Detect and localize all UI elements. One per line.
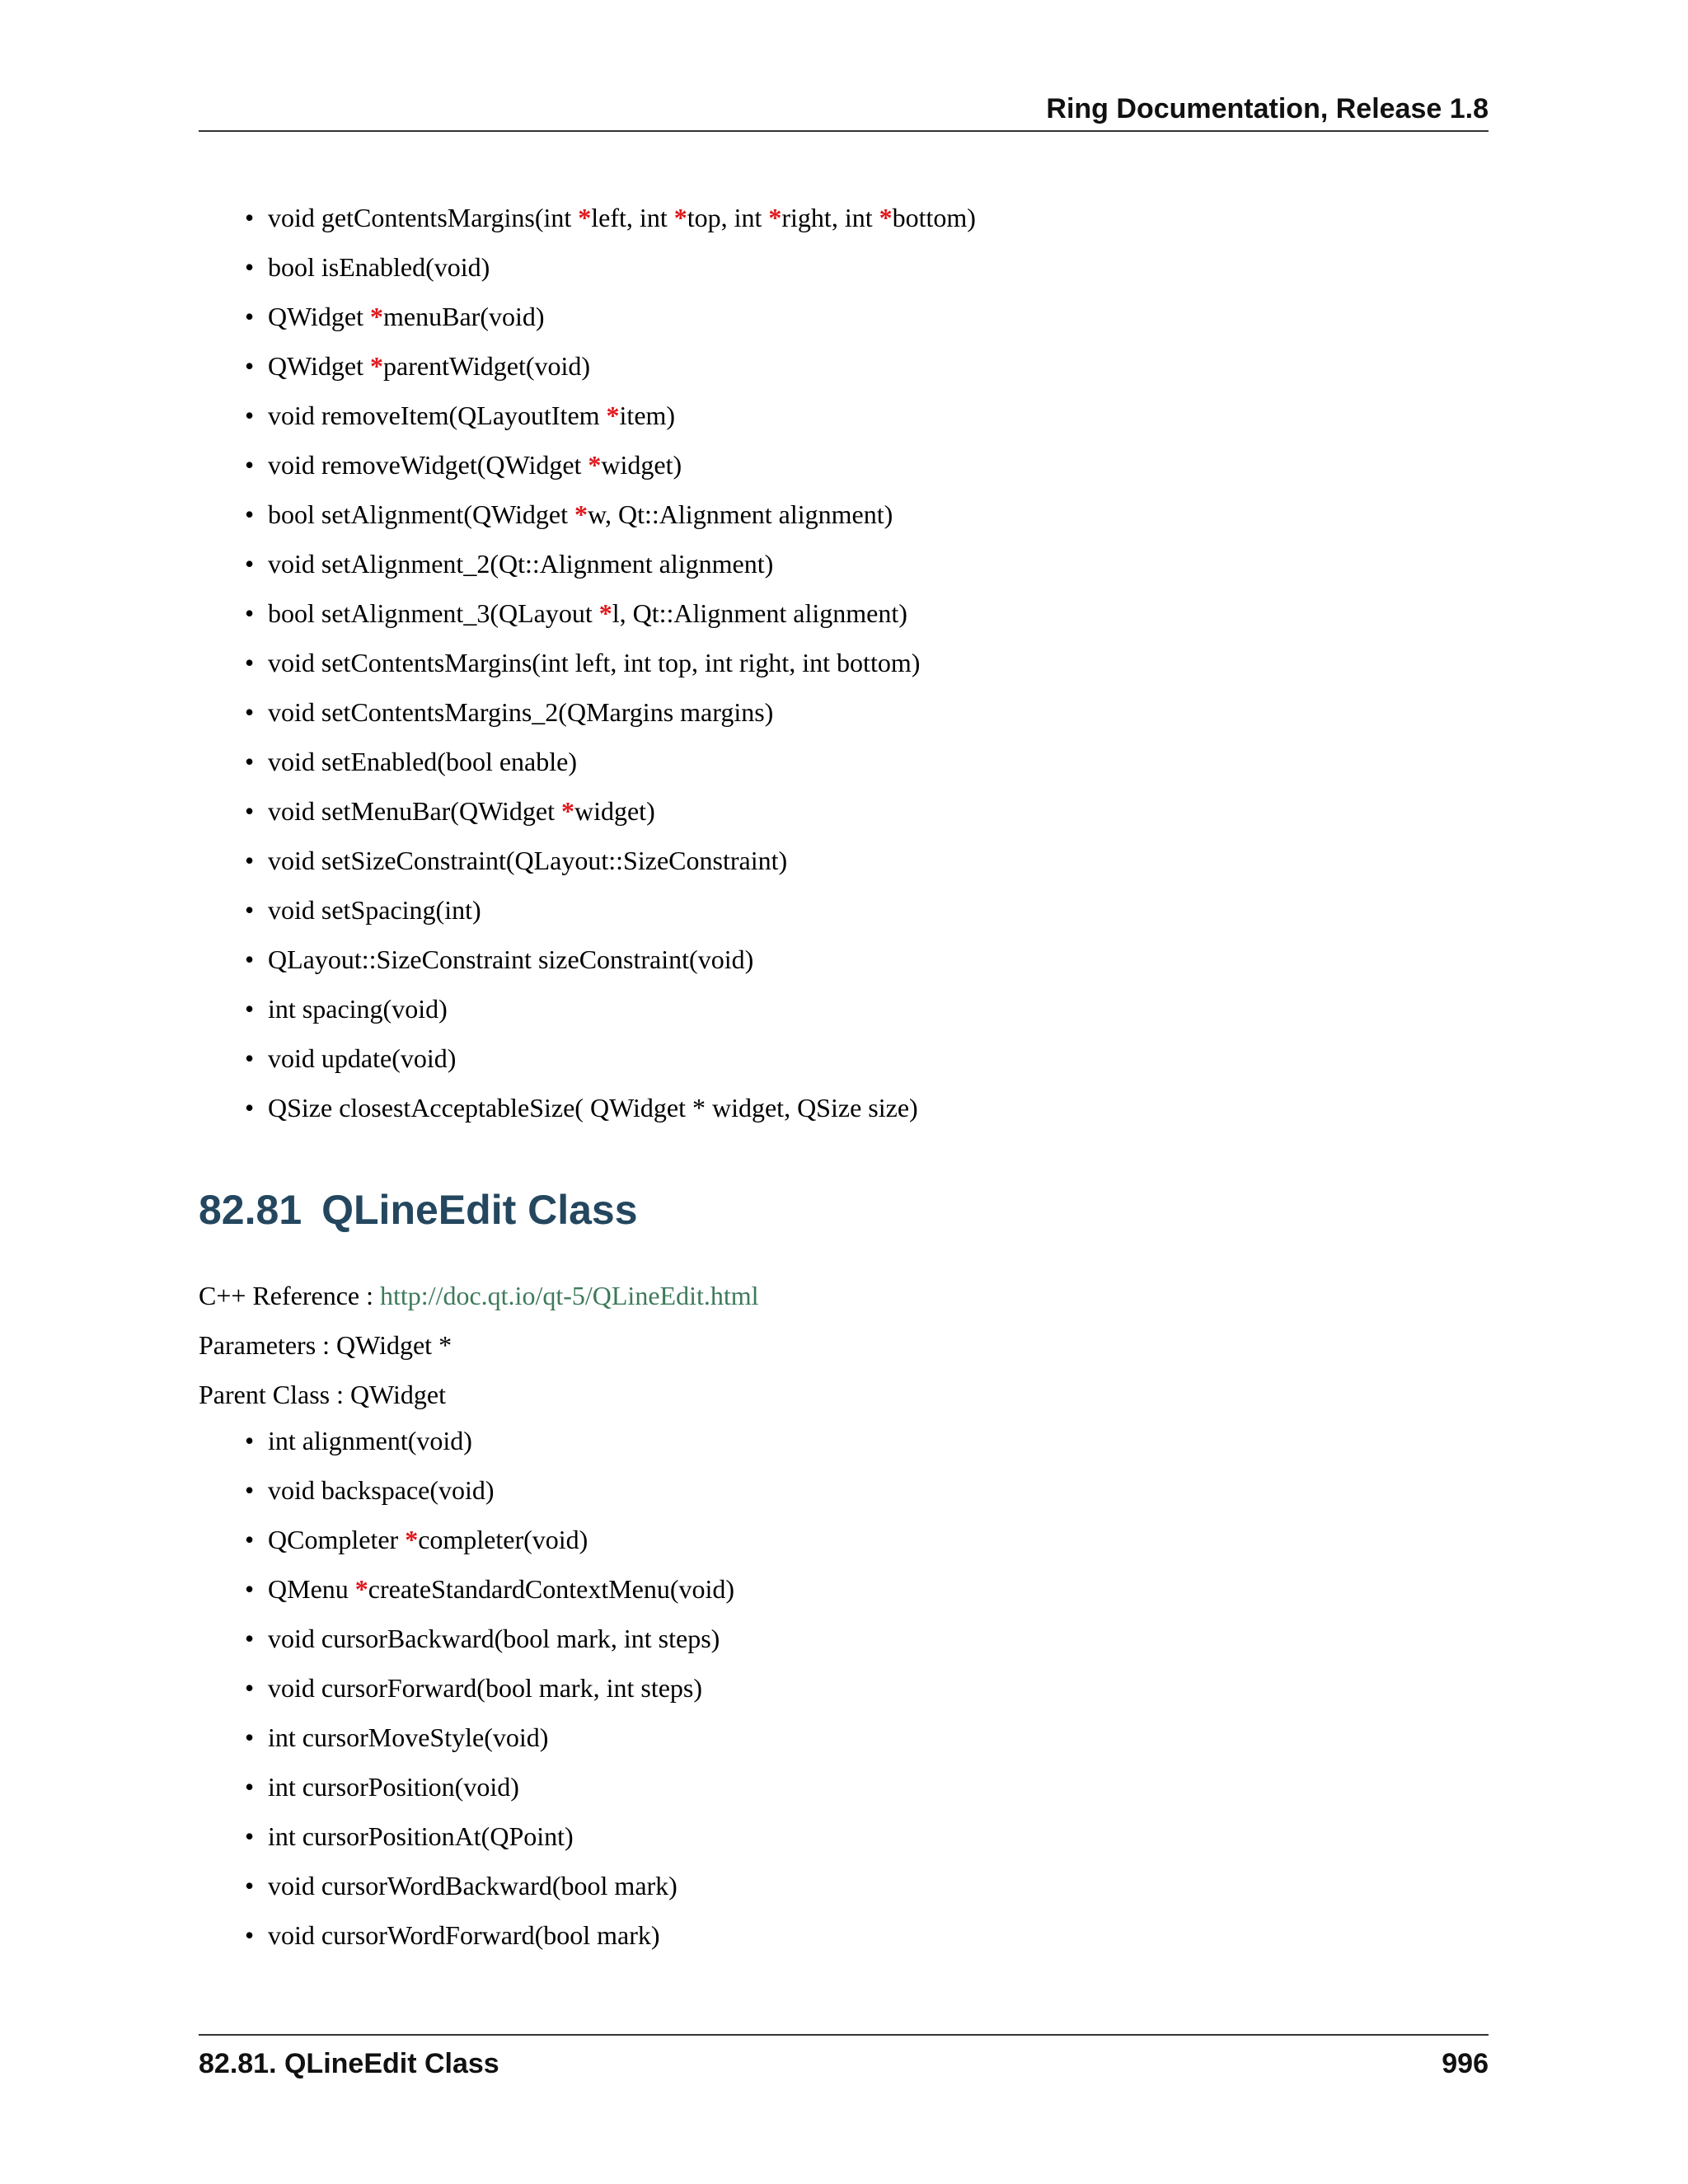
section-number: 82.81: [199, 1187, 302, 1233]
method-item: • void setMenuBar(QWidget *widget): [245, 796, 655, 826]
bullet-icon: •: [245, 549, 255, 579]
bullet-icon: •: [245, 1871, 255, 1900]
parameters-line: Parameters : QWidget *: [199, 1330, 452, 1360]
bullet-icon: •: [245, 1821, 255, 1851]
bullet-icon: •: [245, 846, 255, 875]
method-item: • QSize closestAcceptableSize( QWidget * widget, QSize size): [245, 1093, 918, 1122]
method-item: • void setSpacing(int): [245, 895, 481, 925]
bullet-icon: •: [245, 944, 255, 974]
bullet-icon: •: [245, 1624, 255, 1653]
method-item: • void removeWidget(QWidget *widget): [245, 450, 682, 480]
bullet-icon: •: [245, 499, 255, 529]
bullet-icon: •: [245, 1574, 255, 1604]
page-header: [199, 92, 1489, 132]
method-item: • QCompleter *completer(void): [245, 1525, 588, 1554]
method-item: • bool setAlignment_3(QLayout *l, Qt::Alignment alignment): [245, 598, 907, 628]
parent-class-line: Parent Class : QWidget: [199, 1380, 446, 1409]
method-item: • void cursorForward(bool mark, int steps): [245, 1673, 703, 1703]
method-item: • bool isEnabled(void): [245, 252, 490, 282]
bullet-icon: •: [245, 1920, 255, 1950]
footer-section-label: 82.81. QLineEdit Class: [199, 2048, 499, 2079]
method-item: • int spacing(void): [245, 994, 448, 1024]
bullet-icon: •: [245, 351, 255, 381]
footer-page-number: 996: [1442, 2048, 1489, 2079]
bullet-icon: •: [245, 1722, 255, 1752]
bullet-icon: •: [245, 1043, 255, 1073]
bullet-icon: •: [245, 598, 255, 628]
method-item: • void backspace(void): [245, 1475, 495, 1505]
bullet-icon: •: [245, 796, 255, 826]
section-heading: [199, 1185, 638, 1235]
bullet-icon: •: [245, 895, 255, 925]
bullet-icon: •: [245, 401, 255, 430]
method-item: • void setContentsMargins_2(QMargins margins): [245, 697, 774, 727]
cpp-reference-label: C++ Reference :: [199, 1281, 380, 1310]
method-list-bottom: [239, 1424, 734, 1968]
method-item: • QWidget *parentWidget(void): [245, 351, 591, 381]
method-item: • void cursorWordBackward(bool mark): [245, 1871, 678, 1900]
method-item: • int cursorPositionAt(QPoint): [245, 1821, 574, 1851]
method-item: • int alignment(void): [245, 1426, 472, 1455]
bullet-icon: •: [245, 1093, 255, 1122]
method-item: • QWidget *menuBar(void): [245, 302, 545, 331]
bullet-icon: •: [245, 450, 255, 480]
cpp-reference: [199, 1279, 759, 1312]
bullet-icon: •: [245, 1475, 255, 1505]
bullet-icon: •: [245, 1772, 255, 1802]
method-list-top: [239, 201, 976, 1141]
bullet-icon: •: [245, 697, 255, 727]
bullet-icon: •: [245, 648, 255, 677]
bullet-icon: •: [245, 203, 255, 232]
method-item: • int cursorMoveStyle(void): [245, 1722, 549, 1752]
method-item: • int cursorPosition(void): [245, 1772, 519, 1802]
method-item: • void removeItem(QLayoutItem *item): [245, 401, 676, 430]
header-title: Ring Documentation, Release 1.8: [1046, 93, 1489, 124]
bullet-icon: •: [245, 994, 255, 1024]
method-item: • void setContentsMargins(int left, int top, int right, int bottom): [245, 648, 921, 677]
bullet-icon: •: [245, 1426, 255, 1455]
method-item: • QMenu *createStandardContextMenu(void): [245, 1574, 735, 1604]
bullet-icon: •: [245, 302, 255, 331]
method-item: • void cursorWordForward(bool mark): [245, 1920, 660, 1950]
method-item: • bool setAlignment(QWidget *w, Qt::Alignment alignment): [245, 499, 893, 529]
bullet-icon: •: [245, 1673, 255, 1703]
bullet-icon: •: [245, 747, 255, 776]
bullet-icon: •: [245, 252, 255, 282]
cpp-reference-link[interactable]: http://doc.qt.io/qt-5/QLineEdit.html: [380, 1281, 759, 1310]
method-item: • void setAlignment_2(Qt::Alignment alignment): [245, 549, 774, 579]
method-item: • void update(void): [245, 1043, 457, 1073]
method-item: • QLayout::SizeConstraint sizeConstraint(void): [245, 944, 754, 974]
bullet-icon: •: [245, 1525, 255, 1554]
section-title: QLineEdit Class: [321, 1187, 638, 1233]
method-item: • void setSizeConstraint(QLayout::SizeConstraint): [245, 846, 788, 875]
method-item: • void setEnabled(bool enable): [245, 747, 577, 776]
page-footer: [199, 2034, 1489, 2085]
method-item: • void getContentsMargins(int *left, int *top, int *right, int *bottom): [245, 203, 976, 232]
method-item: • void cursorBackward(bool mark, int steps): [245, 1624, 720, 1653]
